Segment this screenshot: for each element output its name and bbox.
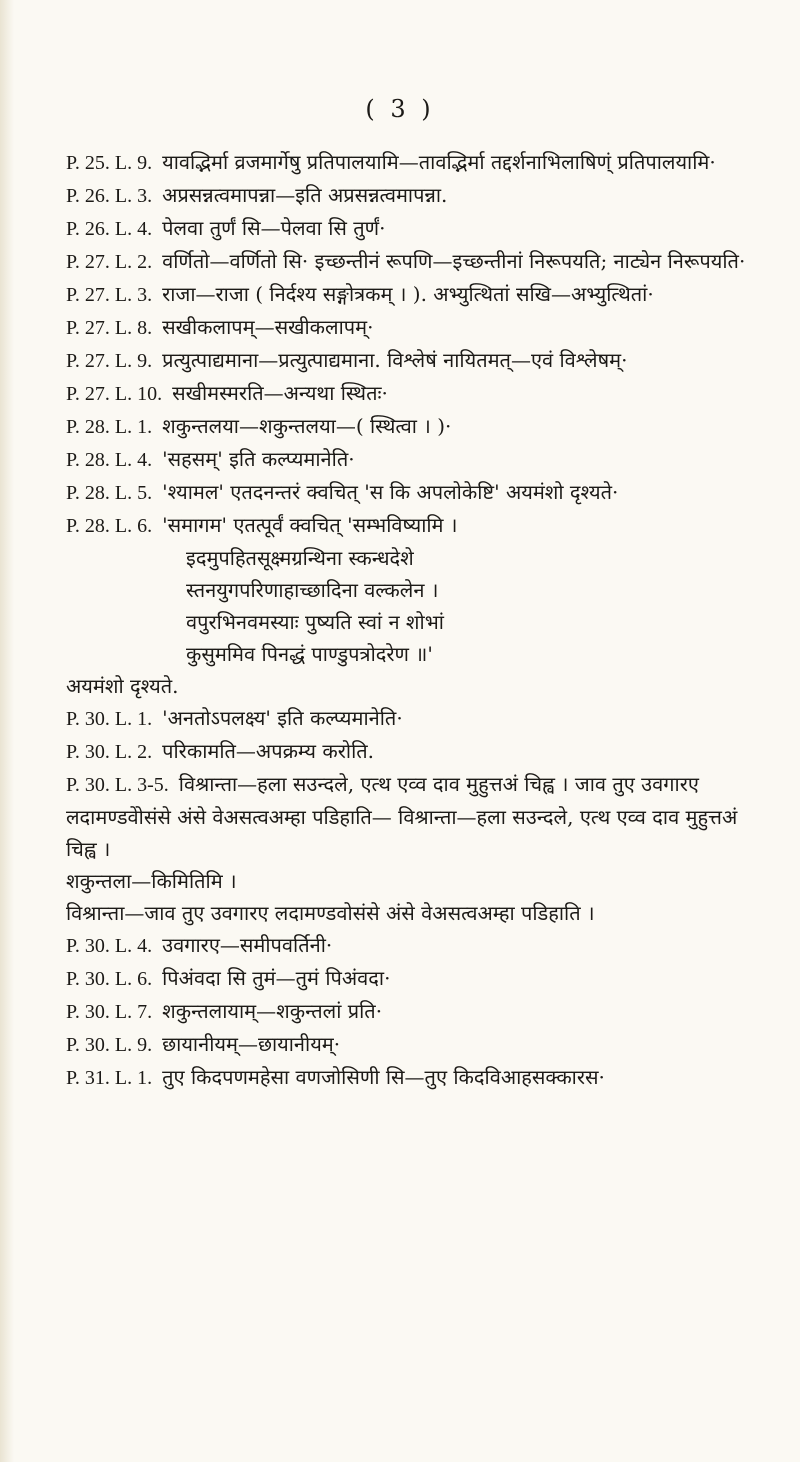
note-text: तुए किदपणमहेसा वणजोसिणी सि—तुए किदविआहसक्कारस· (162, 1065, 605, 1089)
verse-block (66, 542, 766, 670)
note-reference: P. 30. L. 1. (66, 708, 153, 730)
note-text: अप्रसन्नत्वमापन्ना—इति अप्रसन्नत्वमापन्ना. (162, 183, 448, 207)
note-entry (66, 509, 766, 542)
note-text: परिकामति—अपक्रम्य करोति. (162, 739, 375, 763)
note-entry (66, 410, 766, 443)
page-edge-shadow (0, 0, 14, 1462)
note-text: यावद्भिर्मा व्रजमार्गेषु प्रतिपालयामि—तावद्भिर्मा तद्दर्शनाभिलाषिण्ं प्रतिपालयामि· (162, 150, 716, 174)
note-entry (66, 1061, 766, 1094)
note-entry (66, 995, 766, 1028)
note-reference: P. 27. L. 9. (66, 350, 153, 372)
note-reference: P. 30. L. 7. (66, 1001, 153, 1023)
verse-line: कुसुममिव पिनद्धं पाण्डुपत्रोदरेण ॥' (186, 642, 433, 666)
note-reference: P. 25. L. 9. (66, 152, 153, 174)
note-entry (66, 245, 766, 278)
note-text: पिअंवदा सि तुमं—तुमं पिअंवदा· (162, 966, 391, 990)
note-reference: P. 26. L. 4. (66, 218, 153, 240)
note-entry (66, 443, 766, 476)
note-text: प्रत्युत्पाद्यमाना—प्रत्युत्पाद्यमाना. विश्लेषं नायितमत्—एवं विश्लेषम्· (162, 348, 628, 372)
note-text: विश्रान्ता—जाव तुए उवगारए लदामण्डवोसंसे अंसे वेअसत्वअम्हा पडिहाति । (66, 901, 595, 925)
note-reference: P. 28. L. 1. (66, 416, 153, 438)
note-text: छायानीयम्—छायानीयम्· (162, 1032, 341, 1056)
note-entry (66, 897, 766, 929)
note-text: शकुन्तलायाम्—शकुन्तलां प्रति· (162, 999, 383, 1023)
note-entry (66, 476, 766, 509)
note-text: वर्णितो—वर्णितो सि· इच्छन्तीनं रूपणि—इच्छन्तीनां निरूपयति; नाट्येन निरूपयति· (162, 249, 746, 273)
verse-note: अयमंशो दृश्यते. (66, 674, 179, 698)
note-entry (66, 929, 766, 962)
note-reference: P. 27. L. 10. (66, 383, 163, 405)
note-reference: P. 27. L. 2. (66, 251, 153, 273)
note-entry (66, 865, 766, 897)
note-entry (66, 146, 766, 179)
note-entry (66, 179, 766, 212)
note-reference: P. 31. L. 1. (66, 1067, 153, 1089)
note-entry (66, 768, 766, 865)
note-reference: P. 28. L. 4. (66, 449, 153, 471)
note-reference: P. 30. L. 6. (66, 968, 153, 990)
note-reference: P. 30. L. 3-5. (66, 774, 169, 796)
note-entry (66, 377, 766, 410)
note-entry (66, 735, 766, 768)
page-number: ( 3 ) (365, 95, 435, 123)
note-reference: P. 27. L. 3. (66, 284, 153, 306)
note-text: शकुन्तलया—शकुन्तलया—( स्थित्वा । )· (162, 414, 452, 438)
note-text: 'सहसम्' इति कल्प्यमानेति· (162, 447, 355, 471)
note-text: राजा—राजा ( निर्दश्य सङ्गोत्रकम् । ). अभ्युत्थितां सखि—अभ्युत्थितां· (162, 282, 654, 306)
note-text: 'श्यामल' एतदनन्तरं क्वचित् 'स कि अपलोकेष्टि' अयमंशो दृश्यते· (162, 480, 619, 504)
note-entry (66, 311, 766, 344)
note-text: शकुन्तला—किमितिमि । (66, 869, 237, 893)
note-reference: P. 28. L. 5. (66, 482, 153, 504)
verse-line: स्तनयुगपरिणाहाच्छादिना वल्कलेन । (186, 578, 439, 602)
note-reference: P. 28. L. 6. (66, 515, 153, 537)
note-entry (66, 344, 766, 377)
verse-line: इदमुपहितसूक्ष्मग्रन्थिना स्कन्धदेशे (186, 546, 414, 570)
note-reference: P. 27. L. 8. (66, 317, 153, 339)
verse-line: वपुरभिनवमस्याः पुष्यति स्वां न शोभां (186, 610, 444, 634)
entries-list (66, 146, 766, 1094)
note-reference: P. 30. L. 9. (66, 1034, 153, 1056)
note-text: 'समागम' एतत्पूर्वं क्वचित् 'सम्भविष्यामि । (162, 513, 458, 537)
note-reference: P. 30. L. 4. (66, 935, 153, 957)
note-reference: P. 26. L. 3. (66, 185, 153, 207)
note-text: विश्रान्ता—हला सउन्दले, एत्थ एव्व दाव मुहुत्तअं चिह्व । जाव तुए उवगारए लदामण्डवेोसंसे अंसे वेअसत्वअम्हा पडिहाति— विश्रान्ता—हला सउन्दले, एत्थ एव्व दाव मुहुत्तअं चिह्व । (66, 772, 738, 861)
note-entry (66, 212, 766, 245)
note-reference: P. 30. L. 2. (66, 741, 153, 763)
note-text: पेलवा तुर्णं सि—पेलवा सि तुर्णं· (162, 216, 386, 240)
note-entry (66, 1028, 766, 1061)
note-entry (66, 702, 766, 735)
note-text: 'अनतोऽपलक्ष्य' इति कल्प्यमानेति· (162, 706, 403, 730)
note-text: सखीकलापम्—सखीकलापम्· (162, 315, 374, 339)
note-text: सखीमस्मरति—अन्यथा स्थितः· (172, 381, 388, 405)
note-text: उवगारए—समीपवर्तिनी· (162, 933, 333, 957)
note-entry (66, 278, 766, 311)
note-entry (66, 962, 766, 995)
